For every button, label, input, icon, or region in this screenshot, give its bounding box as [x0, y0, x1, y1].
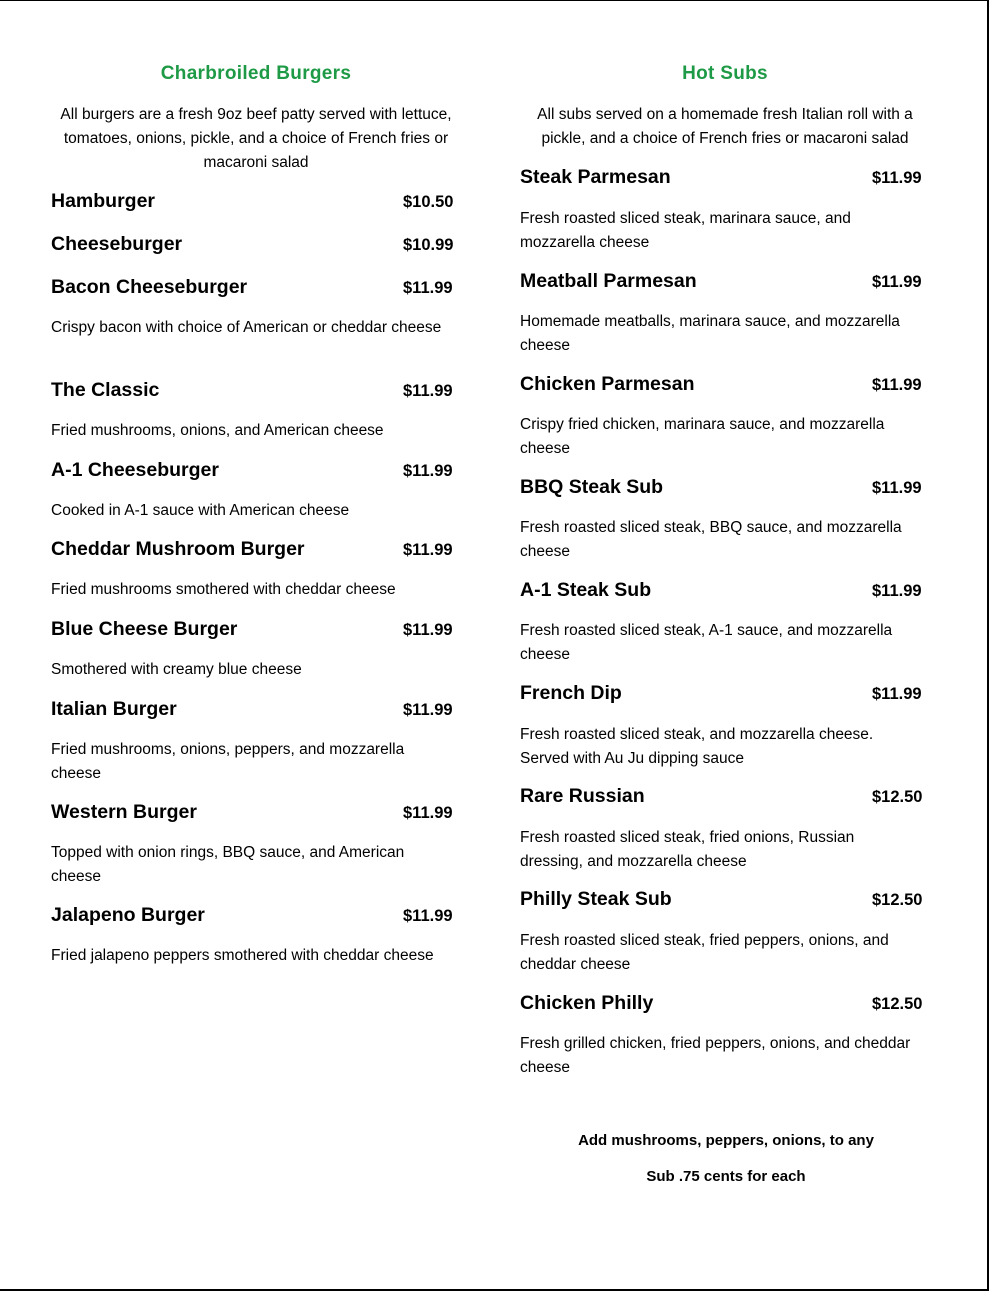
burgers-section-title: Charbroiled Burgers — [160, 63, 352, 84]
item-name: Chicken Parmesan — [520, 373, 695, 395]
item-price: $11.99 — [872, 273, 922, 291]
item-name: A-1 Steak Sub — [520, 579, 652, 601]
item-price: $11.99 — [872, 582, 922, 600]
item-price: $12.50 — [872, 891, 923, 909]
item-price: $11.99 — [872, 169, 922, 187]
item-price: $11.99 — [872, 479, 922, 497]
item-description: Fresh roasted sliced steak, fried peppers, onions, and cheddar cheese — [520, 932, 889, 973]
item-price: $11.99 — [872, 685, 922, 703]
item-name: Cheeseburger — [51, 233, 183, 255]
item-description: Fresh roasted sliced steak, and mozzarella cheese. Served with Au Ju dipping sauce — [520, 726, 874, 767]
item-name: Rare Russian — [520, 785, 645, 807]
item-price: $12.50 — [872, 788, 923, 806]
item-price: $11.99 — [403, 701, 453, 719]
item-name: Bacon Cheeseburger — [51, 276, 248, 298]
item-description: Fried mushrooms, onions, and American cheese — [51, 422, 384, 439]
item-description: Fresh roasted sliced steak, A-1 sauce, and mozzarella cheese — [520, 622, 893, 663]
subs-addon-note-line1: Add mushrooms, peppers, onions, to any — [578, 1132, 874, 1149]
item-name: Western Burger — [51, 801, 197, 823]
item-name: BBQ Steak Sub — [520, 476, 664, 498]
subs-section-description: All subs served on a homemade fresh Italian roll with a pickle, and a choice of French fries or macaroni salad — [537, 106, 913, 147]
item-description: Fried jalapeno peppers smothered with cheddar cheese — [51, 947, 434, 964]
item-description: Crispy fried chicken, marinara sauce, and mozzarella cheese — [520, 416, 885, 457]
item-name: Hamburger — [51, 190, 156, 212]
item-name: A-1 Cheeseburger — [51, 459, 219, 481]
item-description: Fresh roasted sliced steak, BBQ sauce, and mozzarella cheese — [520, 519, 902, 560]
item-name: Steak Parmesan — [520, 166, 671, 188]
item-name: Jalapeno Burger — [51, 904, 205, 926]
subs-section-title: Hot Subs — [682, 63, 768, 84]
subs-addon-note-line2: Sub .75 cents for each — [646, 1168, 806, 1185]
item-name: Chicken Philly — [520, 992, 654, 1014]
item-price: $11.99 — [403, 804, 453, 822]
item-price: $11.99 — [403, 621, 453, 639]
item-name: Philly Steak Sub — [520, 888, 672, 910]
item-price: $10.99 — [403, 236, 454, 254]
item-name: Meatball Parmesan — [520, 270, 697, 292]
item-description: Fried mushrooms, onions, peppers, and mozzarella cheese — [51, 741, 405, 782]
item-price: $11.99 — [403, 382, 453, 400]
item-price: $12.50 — [872, 995, 923, 1013]
item-name: Blue Cheese Burger — [51, 618, 238, 640]
item-name: Italian Burger — [51, 698, 177, 720]
burgers-section-description: All burgers are a fresh 9oz beef patty served with lettuce, tomatoes, onions, pickle, and a choice of French fries or macaroni salad — [60, 106, 452, 171]
item-description: Fresh roasted sliced steak, fried onions, Russian dressing, and mozzarella cheese — [520, 829, 855, 870]
item-price: $11.99 — [403, 541, 453, 559]
item-name: Cheddar Mushroom Burger — [51, 538, 305, 560]
item-description: Homemade meatballs, marinara sauce, and mozzarella cheese — [520, 313, 900, 354]
item-description: Crispy bacon with choice of American or cheddar cheese — [51, 319, 442, 336]
item-description: Smothered with creamy blue cheese — [51, 661, 302, 678]
item-description: Cooked in A-1 sauce with American cheese — [51, 502, 350, 519]
item-description: Fresh grilled chicken, fried peppers, onions, and cheddar cheese — [520, 1035, 911, 1076]
item-price: $11.99 — [403, 279, 453, 297]
item-description: Fresh roasted sliced steak, marinara sauce, and mozzarella cheese — [520, 210, 851, 251]
item-description: Fried mushrooms smothered with cheddar cheese — [51, 581, 396, 598]
item-price: $11.99 — [403, 462, 453, 480]
item-price: $11.99 — [872, 376, 922, 394]
item-price: $11.99 — [403, 907, 453, 925]
item-name: The Classic — [51, 379, 160, 401]
item-price: $10.50 — [403, 193, 454, 211]
item-description: Topped with onion rings, BBQ sauce, and American cheese — [51, 844, 405, 885]
item-name: French Dip — [520, 682, 622, 704]
